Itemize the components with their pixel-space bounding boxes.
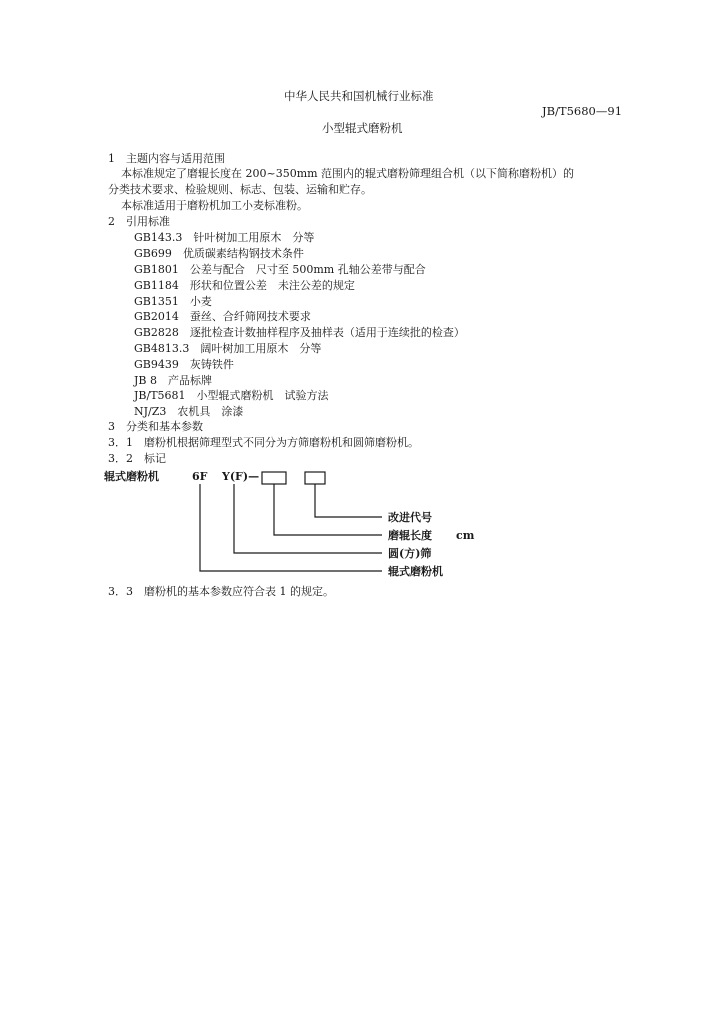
reference-item: JB/T5681 小型辊式磨粉机 试验方法	[134, 389, 329, 402]
section-2-heading: 2 引用标准	[108, 215, 170, 228]
section-1-paragraph-1a: 本标准规定了磨辊长度在 200~350mm 范围内的辊式磨粉筛理组合机（以下简称磨粉机）的	[121, 167, 575, 180]
section-1-paragraph-2: 本标准适用于磨粉机加工小麦标准粉。	[121, 199, 308, 212]
section-3-2: 3．2 标记	[108, 452, 166, 465]
label-improve-code: 改进代号	[388, 511, 432, 524]
leader-sieve	[234, 484, 382, 553]
marking-diagram	[100, 464, 500, 586]
standard-org: 中华人民共和国机械行业标准	[284, 89, 434, 103]
leader-machine	[200, 484, 382, 571]
standard-code: JB/T5680—91	[542, 104, 623, 118]
reference-item: GB1184 形状和位置公差 未注公差的规定	[134, 279, 355, 292]
label-sieve: 圆(方)筛	[388, 547, 432, 560]
reference-item: GB4813.3 阔叶树加工用原木 分等	[134, 342, 322, 355]
reference-item: GB143.3 针叶树加工用原木 分等	[134, 231, 315, 244]
section-3-heading: 3 分类和基本参数	[108, 420, 203, 433]
reference-item: NJ/Z3 农机具 涂漆	[134, 405, 244, 418]
reference-item: JB 8 产品标牌	[134, 374, 212, 387]
reference-item: GB1801 公差与配合 尺寸至 500mm 孔轴公差带与配合	[134, 263, 426, 276]
section-1-heading: 1 主题内容与适用范围	[108, 152, 225, 165]
diagram-model: 6F	[192, 470, 208, 483]
reference-item: GB2014 蚕丝、合纤筛网技术要求	[134, 310, 311, 323]
box-improve-code	[305, 472, 325, 484]
section-3-3: 3．3 磨粉机的基本参数应符合表 1 的规定。	[108, 585, 334, 598]
document-title: 小型辊式磨粉机	[322, 121, 403, 135]
box-roll-length	[262, 472, 286, 484]
diagram-prefix: 辊式磨粉机	[104, 470, 159, 483]
label-roll-length: 磨辊长度	[388, 529, 432, 542]
section-1-paragraph-1b: 分类技术要求、检验规则、标志、包装、运输和贮存。	[108, 183, 372, 196]
reference-item: GB2828 逐批检查计数抽样程序及抽样表（适用于连续批的检查）	[134, 326, 465, 339]
label-machine: 辊式磨粉机	[388, 565, 443, 578]
reference-item: GB1351 小麦	[134, 295, 212, 308]
leader-improve	[315, 484, 382, 517]
section-3-1: 3．1 磨粉机根据筛理型式不同分为方筛磨粉机和圆筛磨粉机。	[108, 436, 419, 449]
reference-item: GB699 优质碳素结构钢技术条件	[134, 247, 304, 260]
diagram-type: Y(F)—	[222, 470, 260, 483]
reference-item: GB9439 灰铸铁件	[134, 358, 234, 371]
label-unit-cm: cm	[456, 529, 475, 542]
leader-roll-length	[274, 484, 382, 535]
